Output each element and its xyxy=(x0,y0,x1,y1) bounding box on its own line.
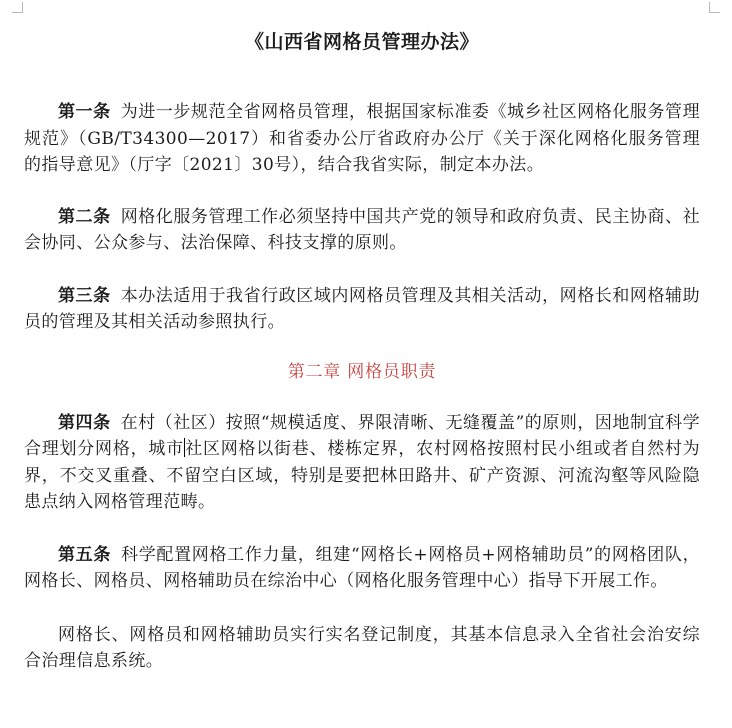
article-text: 网格化服务管理工作必须坚持中国共产党的领导和政府负责、民主协商、社会协同、公众参与、法治保障、科技支撑的原则。 xyxy=(24,206,701,253)
paragraph: 网格长、网格员和网格辅助员实行实名登记制度，其基本信息录入全省社会治安综合治理信息系统。 xyxy=(24,624,700,671)
article-label: 第五条 xyxy=(58,544,112,565)
article-text: 科学配置网格工作力量，组建“网格长+网格员+网格辅助员”的网格团队，网格长、网格员、网格辅助员在综治中心（网格化服务管理中心）指导下开展工作。 xyxy=(24,544,700,591)
article-3 xyxy=(24,283,700,336)
article-label: 第四条 xyxy=(58,412,111,433)
article-4 xyxy=(24,410,700,516)
article-text: 为进一步规范全省网格员管理，根据国家标准委《城乡社区网格化服务管理规范》（GB/T34300—2017）和省委办公厅省政府办公厅《关于深化网格化服务管理的指导意见》（厅字〔2021〕30号），结合我省实际，制定本办法。 xyxy=(24,102,701,175)
page-corner-mark-right xyxy=(709,2,720,13)
article-1 xyxy=(24,99,700,179)
article-text: 在村（社区）按照“规模适度、界限清晰、无缝覆盖”的原则，因地制宜科学合理划分网格，城市 xyxy=(24,412,701,459)
page-corner-mark-left xyxy=(12,2,23,13)
document-title: 《山西省网格员管理办法》 xyxy=(244,31,479,53)
article-label: 第三条 xyxy=(58,285,111,306)
document-page xyxy=(24,28,700,675)
chapter-heading: 第二章 网格员职责 xyxy=(287,361,437,382)
article-2 xyxy=(24,204,700,257)
article-text: 本办法适用于我省行政区域内网格员管理及其相关活动，网格长和网格辅助员的管理及其相关活动参照执行。 xyxy=(24,285,701,332)
article-label: 第一条 xyxy=(58,102,111,122)
article-text-continued: 社区网格以街巷、楼栋定界，农村网格按照村民小组或者自然村为界，不交叉重叠、不留空白区域，特别是要把林田路井、矿产资源、河流沟壑等风险隐患点纳入网格管理范畴。 xyxy=(24,439,700,512)
article-label: 第二条 xyxy=(58,206,111,227)
article-5 xyxy=(24,542,700,595)
